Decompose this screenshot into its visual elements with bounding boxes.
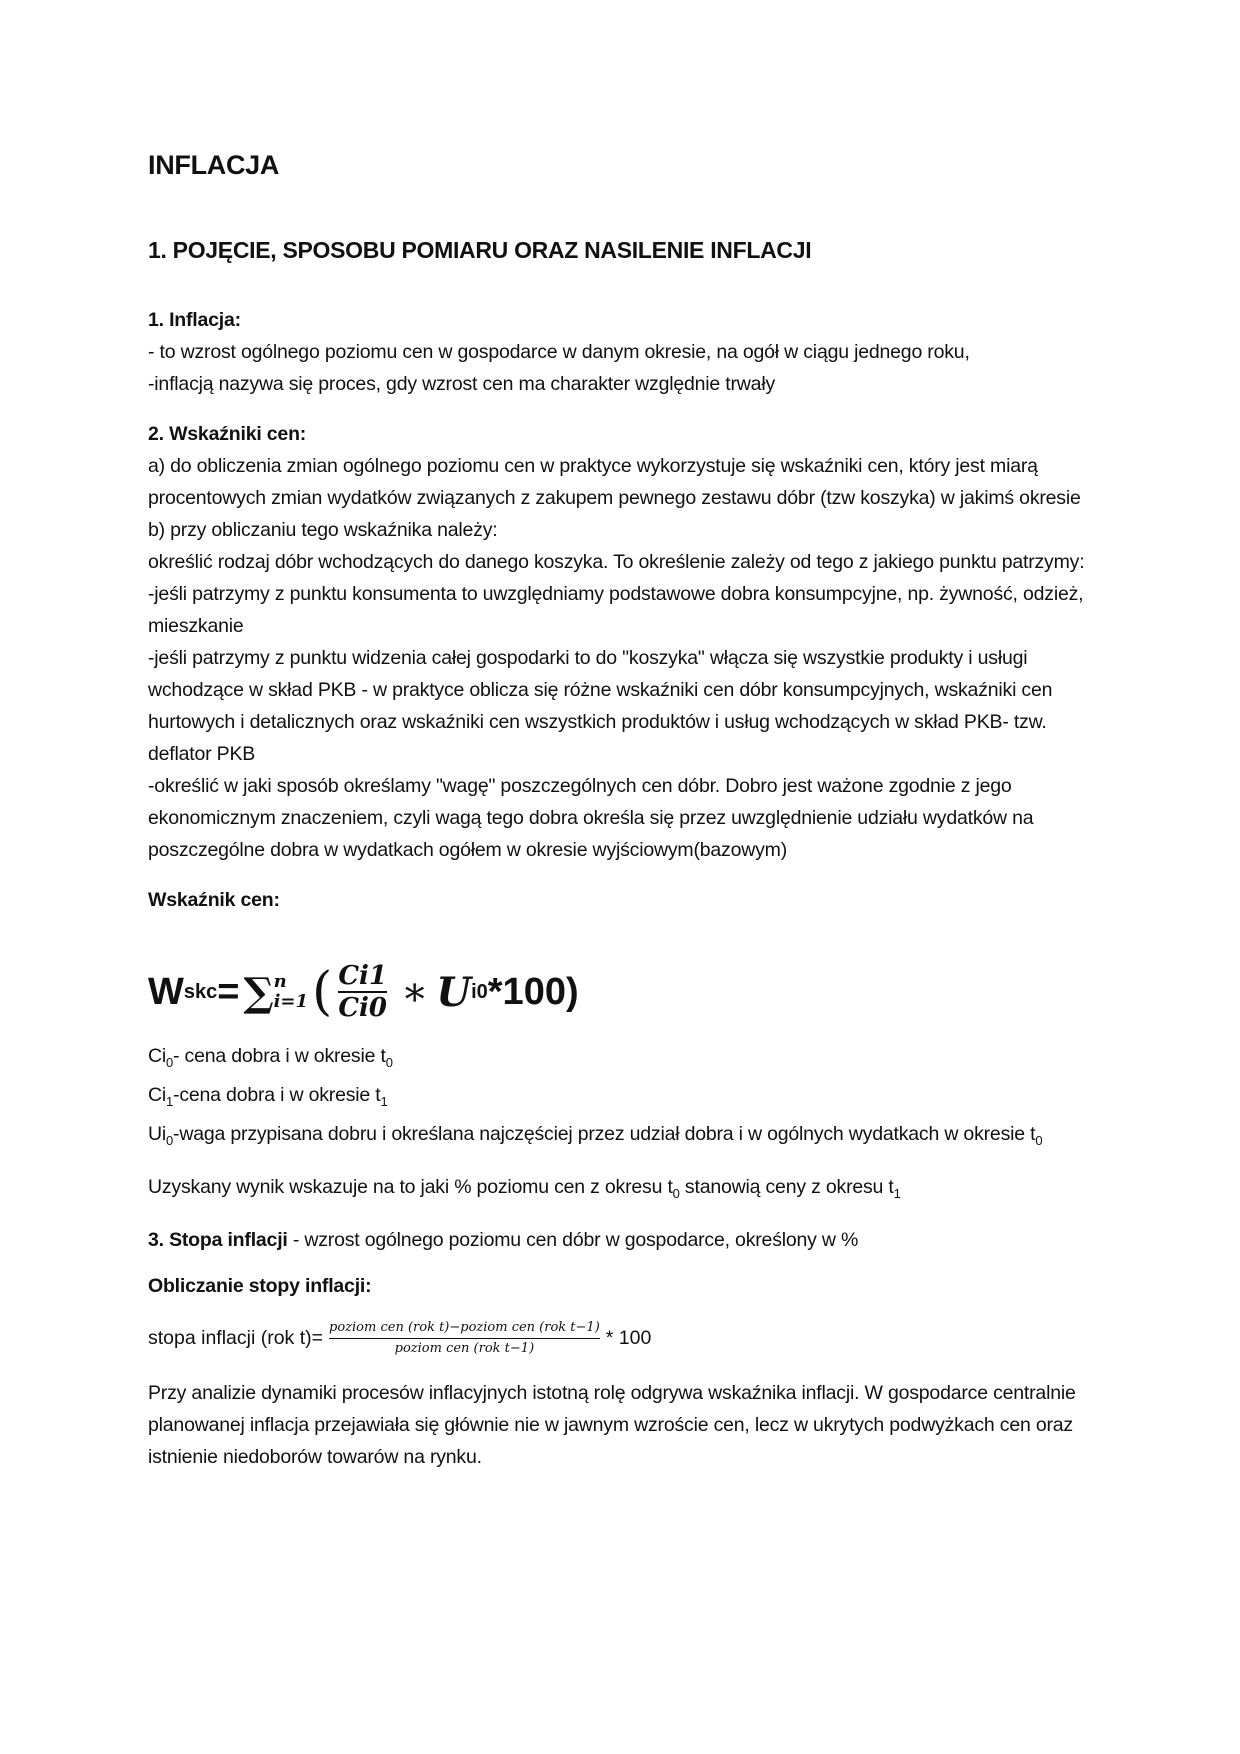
- price-index-b: b) przy obliczaniu tego wskaźnika należy:: [148, 519, 498, 541]
- rate-formula-heading: Obliczanie stopy inflacji:: [148, 1274, 372, 1297]
- definition-ci0: $Ci_0-$ cena dobra i w okresie $t_0$: [148, 1045, 393, 1070]
- rate-denominator: poziom cen (rok t−1): [394, 1340, 535, 1356]
- inflation-heading: 1. Inflacja:: [148, 309, 241, 331]
- sum-lower: i=1: [273, 991, 309, 1012]
- index-formula-heading: Wskaźnik cen:: [148, 889, 280, 911]
- price-index-b2: -jeśli patrzymy z punktu konsumenta to uwzględniamy podstawowe dobra konsumpcyjne, np. żywność, odzież, mieszkanie: [148, 583, 1084, 637]
- weight-u: U: [436, 968, 472, 1016]
- inflation-rate-heading: 3. Stopa inflacji: [148, 1228, 288, 1251]
- formula-tail: *100): [487, 970, 579, 1013]
- rate-numerator: poziom cen (rok t)−poziom cen (rok t−1): [329, 1319, 600, 1335]
- mult-sign: ∗: [401, 969, 429, 1015]
- formula-eq: =: [217, 970, 240, 1013]
- document-title: INFLACJA: [148, 150, 280, 180]
- inflation-rate-formula: [148, 1318, 1108, 1359]
- inflation-line-2: -inflacją nazywa się proces, gdy wzrost cen ma charakter względnie trwały: [148, 373, 775, 395]
- section-heading: 1. POJĘCIE, SPOSOBU POMIARU ORAZ NASILENIE INFLACJI: [148, 237, 812, 263]
- closing-paragraph: Przy analizie dynamiki procesów inflacyjnych istotną rolę odgrywa wskaźnika inflacji. W gospodarce centralnie planowanej inflacja przejawiała się głównie nie w jawnym wzroście cen, lecz w ukrytych podwyżkach cen oraz istnienie niedoborów towarów na rynku.: [148, 1381, 1076, 1468]
- document-page: [148, 150, 1108, 1473]
- price-index-b4: -określić w jaki sposób określamy "wagę" poszczególnych cen dóbr. Dobro jest ważone zgodnie z jego ekonomicznym znaczeniem, czyli wagą tego dobra określa się przez uwzględnienie udziału wydatków na poszczególne dobra w wydatkach ogółem w okresie wyjściowym(bazowym): [148, 775, 1034, 861]
- sum-limits: [274, 972, 308, 1012]
- sum-upper: n: [273, 971, 287, 992]
- rate-rhs: * 100: [605, 1326, 652, 1349]
- price-ratio: [338, 961, 387, 1023]
- price-index-heading: 2. Wskaźniki cen:: [148, 423, 307, 445]
- inflation-line-1: - to wzrost ogólnego poziomu cen w gospodarce w danym okresie, na ogół w ciągu jednego roku,: [148, 341, 970, 363]
- formula-w: W: [148, 970, 184, 1013]
- rate-fraction: [329, 1318, 600, 1359]
- ratio-denominator: Ci0: [338, 993, 387, 1023]
- price-index-b3: -jeśli patrzymy z punktu widzenia całej gospodarki to do "koszyka" włącza się wszystkie produkty i usługi wchodzące w skład PKB - w praktyce oblicza się różne wskaźniki cen dóbr konsumpcyjnych, wskaźniki cen hurtowych i detalicznych oraz wskaźniki cen wszystkich produktów i usług wchodzących w skład PKB- tzw. deflator PKB: [148, 647, 1053, 765]
- rate-lhs: stopa inflacji (rok t)=: [148, 1326, 324, 1349]
- inflation-rate-definition: [148, 1224, 1108, 1256]
- open-paren: (: [312, 962, 333, 1022]
- sum-symbol: ∑: [243, 968, 274, 1016]
- price-index-formula: [148, 944, 1108, 1040]
- price-index-a: a) do obliczenia zmian ogólnego poziomu cen w praktyce wykorzystuje się wskaźniki cen, który jest miarą procentowych zmian wydatków związanych z zakupem pewnego zestawu dóbr (tzw koszyka) w jakimś okresie: [148, 455, 1081, 509]
- ratio-numerator: Ci1: [338, 961, 387, 991]
- weight-u-sub: i0: [471, 980, 488, 1003]
- formula-w-sub: skc: [183, 980, 218, 1003]
- definition-ui0: $Ui_0$-waga przypisana dobru i określana najczęściej przez udział dobra i w ogólnych wydatkach w okresie $t_0$: [148, 1122, 1043, 1148]
- result-note: Uzyskany wynik wskazuje na to jaki % poziomu cen z okresu $t_0$ stanowią ceny z okresu $t_1$: [148, 1175, 901, 1201]
- inflation-rate-text: - wzrost ogólnego poziomu cen dóbr w gospodarce, określony w %: [287, 1228, 859, 1251]
- price-index-b1: określić rodzaj dóbr wchodzących do danego koszyka. To określenie zależy od tego z jakiego punktu patrzymy:: [148, 551, 1085, 573]
- definition-ci1: $Ci_1$-cena dobra i w okresie $t_1$: [148, 1083, 388, 1109]
